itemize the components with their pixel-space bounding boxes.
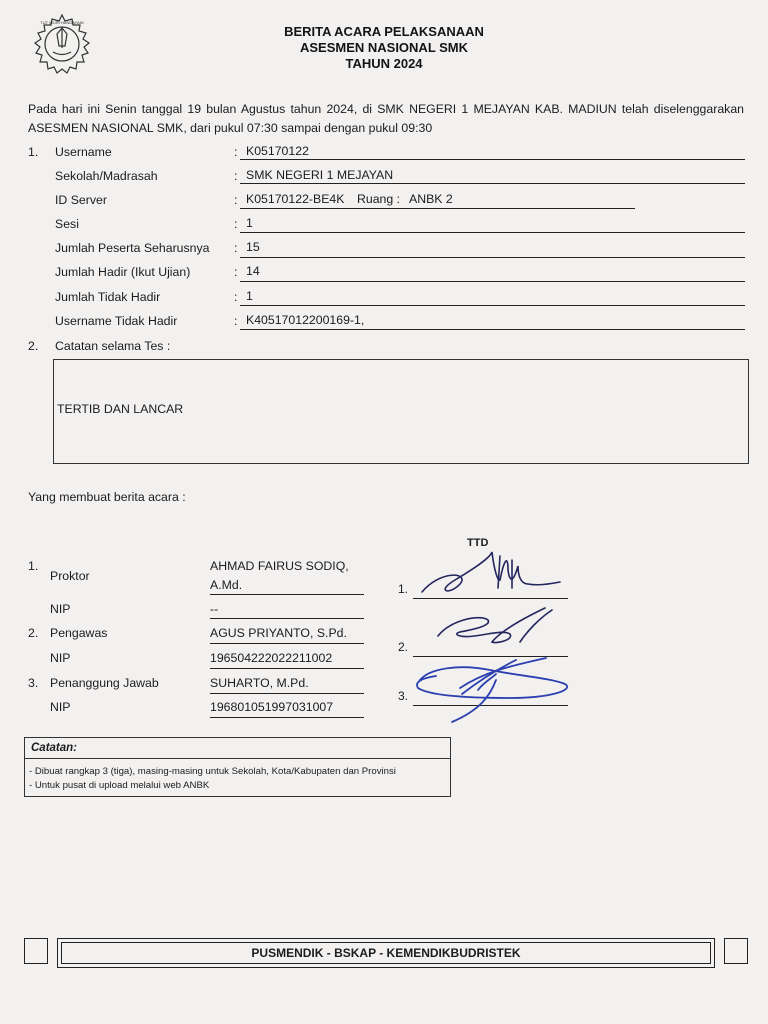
catatan-line-1: - Dibuat rangkap 3 (tiga), masing-masing untuk Sekolah, Kota/Kabupaten dan Provinsi xyxy=(29,766,396,777)
field-colon: : xyxy=(234,145,238,159)
signers-intro: Yang membuat berita acara : xyxy=(28,490,186,504)
field-colon: : xyxy=(234,290,238,304)
signer-name: AGUS PRIYANTO, S.Pd. xyxy=(210,626,347,640)
name-underline xyxy=(210,643,364,644)
nip-underline xyxy=(210,717,364,718)
field-value: K40517012200169-1, xyxy=(246,313,365,327)
field-label: ID Server xyxy=(55,193,107,207)
catatan-box xyxy=(24,737,451,797)
field-underline xyxy=(240,257,745,258)
signer-name-suffix: A.Md. xyxy=(210,578,243,592)
signer-role: Pengawas xyxy=(50,626,108,640)
section-2-number: 2. xyxy=(28,339,39,353)
field-value: 15 xyxy=(246,240,260,254)
field-value: 1 xyxy=(246,216,253,230)
field-value: 14 xyxy=(246,264,260,278)
field-colon: : xyxy=(234,217,238,231)
nip-label: NIP xyxy=(50,602,71,616)
signature-number: 2. xyxy=(398,640,409,654)
name-underline xyxy=(210,594,364,595)
field-colon: : xyxy=(234,241,238,255)
footer-banner xyxy=(57,938,715,968)
field-underline xyxy=(240,281,745,282)
field-label: Sesi xyxy=(55,217,79,231)
signature-1 xyxy=(422,552,560,592)
signer-number: 3. xyxy=(28,676,39,690)
signer-name: AHMAD FAIRUS SODIQ, xyxy=(210,559,349,573)
footer-right-checkbox xyxy=(724,938,748,964)
field-underline xyxy=(240,305,745,306)
field-colon: : xyxy=(234,193,238,207)
field-label: Jumlah Hadir (Ikut Ujian) xyxy=(55,265,191,279)
nip-value: -- xyxy=(210,602,219,616)
title-line-2: ASESMEN NASIONAL SMK xyxy=(299,40,469,55)
nip-label: NIP xyxy=(50,700,71,714)
document-title xyxy=(0,24,768,72)
logo-text: TUT WURI HANDAYANI xyxy=(40,20,84,25)
footer-text: PUSMENDIK - BSKAP - KEMENDIKBUDRISTEK xyxy=(251,946,521,960)
signature-2 xyxy=(438,608,552,643)
field-value: SMK NEGERI 1 MEJAYAN xyxy=(246,168,394,182)
title-line-1: BERITA ACARA PELAKSANAAN xyxy=(284,24,484,39)
ttd-label: TTD xyxy=(467,537,489,549)
nip-underline xyxy=(210,668,364,669)
signature-number: 3. xyxy=(398,689,409,703)
name-underline xyxy=(210,693,364,694)
nip-label: NIP xyxy=(50,651,71,665)
field-label: Username xyxy=(55,145,112,159)
field-label: Sekolah/Madrasah xyxy=(55,169,158,183)
field-colon: : xyxy=(234,314,238,328)
catatan-line-2: - Untuk pusat di upload melalui web ANBK xyxy=(29,780,210,791)
signature-3 xyxy=(417,658,567,722)
signature-number: 1. xyxy=(398,582,409,596)
room-label: Ruang : xyxy=(357,192,401,206)
nip-value: 196801051997031007 xyxy=(210,700,334,714)
signer-role: Penanggung Jawab xyxy=(50,676,159,690)
footer-left-checkbox xyxy=(24,938,48,964)
field-label: Jumlah Tidak Hadir xyxy=(55,290,161,304)
signer-role: Proktor xyxy=(50,569,90,583)
signer-name: SUHARTO, M.Pd. xyxy=(210,676,309,690)
field-value: K05170122-BE4K xyxy=(246,192,345,206)
signer-number: 2. xyxy=(28,626,39,640)
test-notes-text: TERTIB DAN LANCAR xyxy=(57,402,184,416)
field-label: Jumlah Peserta Seharusnya xyxy=(55,241,210,255)
section-2-label: Catatan selama Tes : xyxy=(55,339,171,353)
title-line-3: TAHUN 2024 xyxy=(345,56,423,71)
field-colon: : xyxy=(234,169,238,183)
field-value: 1 xyxy=(246,289,253,303)
field-underline xyxy=(240,232,745,233)
catatan-heading: Catatan: xyxy=(25,738,450,759)
signer-number: 1. xyxy=(28,559,39,573)
section-1-number: 1. xyxy=(28,145,39,159)
room-value: ANBK 2 xyxy=(409,192,453,206)
field-underline xyxy=(240,329,745,330)
field-underline xyxy=(240,208,635,209)
intro-paragraph: Pada hari ini Senin tanggal 19 bulan Agustus tahun 2024, di SMK NEGERI 1 MEJAYAN KAB. MADIUN telah diselenggarakan ASESMEN NASIONAL SMK, dari pukul 07:30 sampai dengan pukul 09:30 xyxy=(28,102,744,135)
nip-underline xyxy=(210,618,364,619)
nip-value: 196504222022211002 xyxy=(210,651,333,665)
field-colon: : xyxy=(234,265,238,279)
field-underline xyxy=(240,159,745,160)
field-underline xyxy=(240,183,745,184)
field-label: Username Tidak Hadir xyxy=(55,314,178,328)
handwritten-signatures xyxy=(400,540,590,725)
field-value: K05170122 xyxy=(246,144,309,158)
